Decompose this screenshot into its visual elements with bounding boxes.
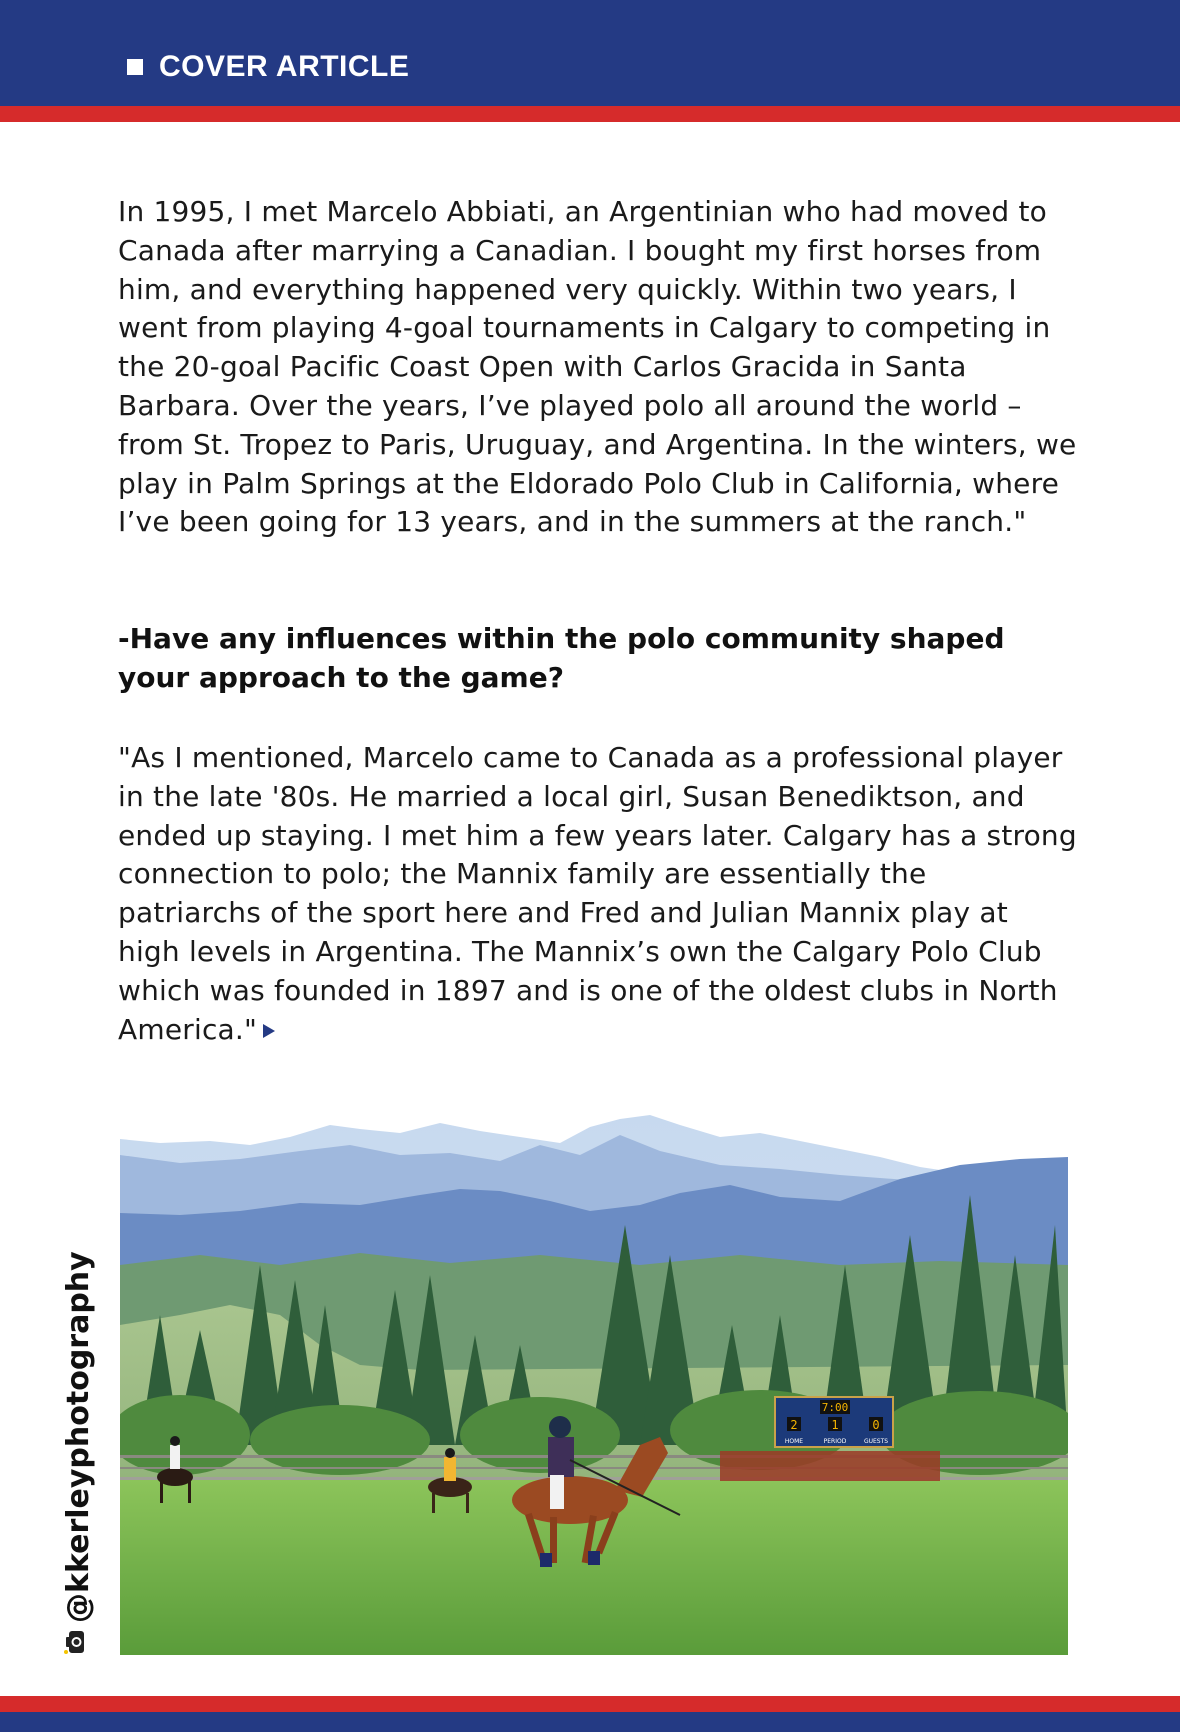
scoreboard-home: 2: [790, 1418, 798, 1432]
square-bullet-icon: [127, 59, 143, 75]
scoreboard-guests-label: GUESTS: [863, 1438, 889, 1445]
scoreboard-period: 1: [831, 1418, 839, 1432]
footer-red-stripe: [0, 1696, 1180, 1712]
footer-navy-stripe: [0, 1712, 1180, 1732]
article-paragraph-1: In 1995, I met Marcelo Abbiati, an Argentinian who had moved to Canada after marrying a Canadian. I bought my first horses from him, and everything happened very quickly. Within two years, I went from playing 4-goal tournaments in Calgary to competing in the 20-goal Pacific Coast Open with Carlos Gracida in Santa Barbara. Over the years, I’ve played polo all around the world – from St. Tropez to Paris, Uruguay, and Argentina. In the winters, we play in Palm Springs at the Eldorado Polo Club in California, where I’ve been going for 13 years, and in the summers at the ranch.": [118, 195, 1077, 539]
polo-field-photo: [120, 1115, 1068, 1655]
section-label-text: COVER ARTICLE: [159, 50, 410, 83]
header-red-stripe: [0, 106, 1180, 122]
article-paragraph-2: [118, 739, 1078, 1049]
camera-icon: [61, 1629, 96, 1655]
section-label: [127, 50, 409, 84]
article-paragraph-2-text: "As I mentioned, Marcelo came to Canada as a professional player in the late '80s. He married a local girl, Susan Benediktson, and ended up staying. I met him a few years later. Calgary has a strong connection to polo; the Mannix family are essentially the patriarchs of the sport here and Fred and Julian Mannix play at high levels in Argentina. The Mannix’s own the Calgary Polo Club which was founded in 1897 and is one of the oldest clubs in North America.": [118, 741, 1077, 1046]
header-bar: [0, 0, 1180, 106]
scoreboard-home-label: HOME: [784, 1438, 804, 1445]
scoreboard-time: 7:00: [821, 1401, 849, 1414]
interview-question: -Have any influences within the polo community shaped your approach to the game?: [118, 622, 1005, 694]
continue-arrow-icon: [263, 1024, 275, 1038]
scoreboard-period-label: PERIOD: [823, 1438, 847, 1445]
photo-credit-text: @kkerleyphotography: [60, 1251, 96, 1623]
scoreboard-guests: 0: [872, 1418, 880, 1432]
photo-credit: [58, 1055, 98, 1655]
